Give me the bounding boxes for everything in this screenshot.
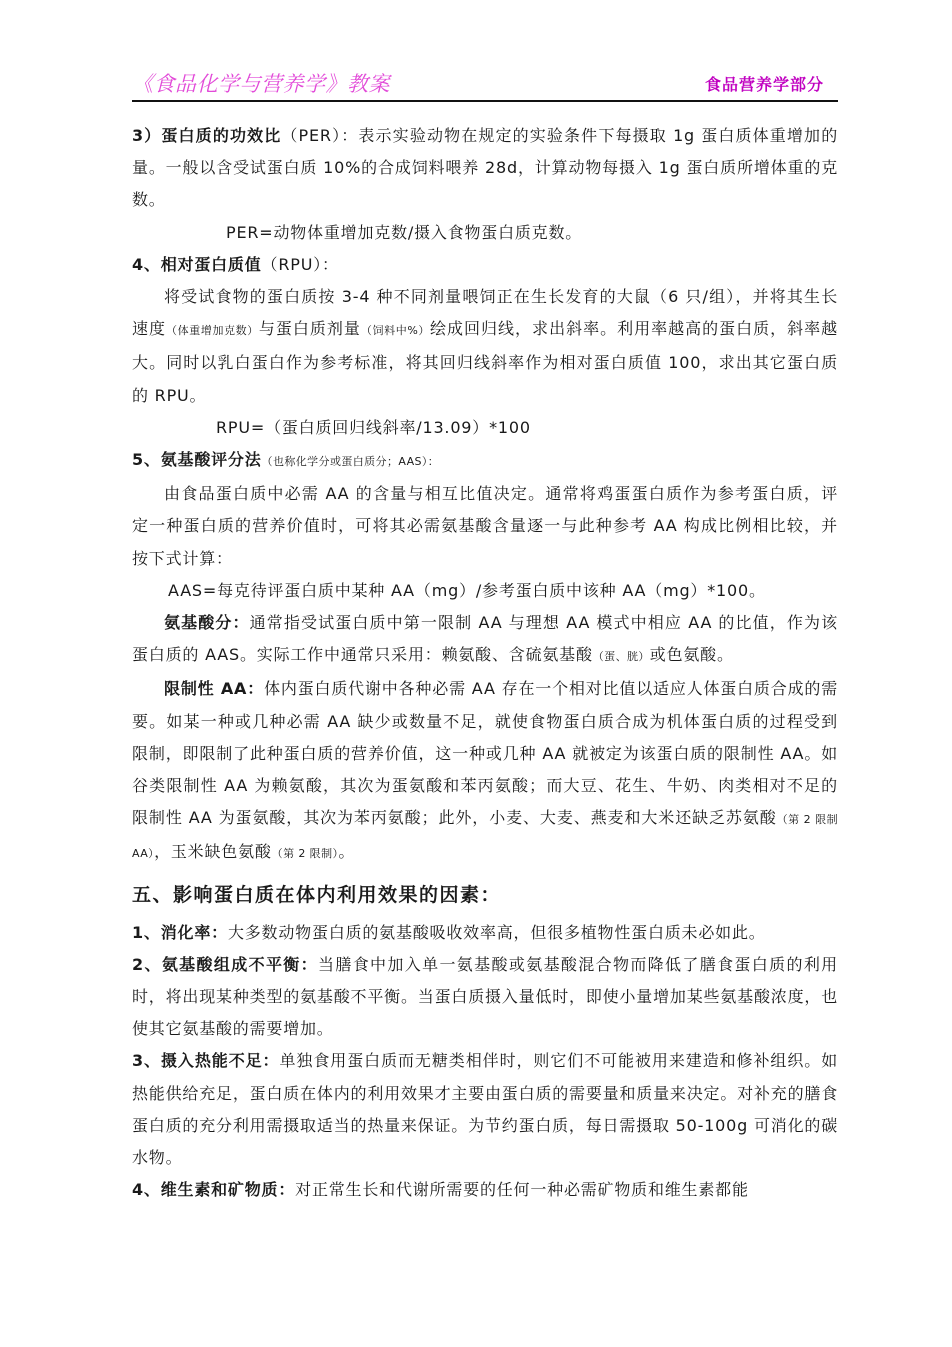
rpu-heading-line xyxy=(132,249,838,281)
limiting-aa-label: 限制性 AA： xyxy=(164,679,265,699)
aas-score-note: （蛋、胱） xyxy=(592,650,650,664)
factor-item xyxy=(132,1045,838,1174)
per-formula: PER=动物体重增加克数/摄入食物蛋白质克数。 xyxy=(226,222,583,242)
header-section-label: 食品营养学部分 xyxy=(704,75,824,94)
rpu-note-2: （饲料中%） xyxy=(360,324,431,338)
aas-heading-line xyxy=(132,444,838,478)
per-text: 表示实验动物在规定的实验条件下每摄取 1g 蛋白质体重增加的量。一般以含受试蛋白质 10%的合成饲料喂养 28d，计算动物每摄入 1g 蛋白质所增体重的克数。 xyxy=(132,126,838,210)
rpu-heading-tail: （RPU）： xyxy=(261,254,339,274)
limiting-aa-text: 体内蛋白质代谢中各种必需 AA 存在一个相对比值以适应人体蛋白质合成的需要。如某一种或几种必需 AA 缺少或数量不足，就使食物蛋白质合成为机体蛋白质的过程受到限制，即限制了此种蛋白质的营养价值，这一种或几种 AA 就被定为该蛋白质的限制性 AA。如谷类限制性 AA 为赖氨酸，其次为蛋氨酸和苯丙氨酸；而大豆、花生、牛奶、肉类相对不足的限制性 AA 为蛋氨酸，其次为苯丙氨酸；此外，小麦、大麦、燕麦和大米还缺乏苏氨酸 xyxy=(132,679,839,828)
rpu-note-1: （体重增加克数） xyxy=(166,324,259,338)
factor-text: 大多数动物蛋白质的氨基酸吸收效率高，但很多植物性蛋白质未必如此。 xyxy=(227,922,766,942)
limiting-aa-mid: ，玉米缺色氨酸 xyxy=(154,842,272,862)
limiting-aa-end: 。 xyxy=(338,842,356,862)
header-title: 《食品化学与营养学》教案 xyxy=(132,72,390,96)
aas-score-text: 通常指受试蛋白质中第一限制 AA 与理想 AA 模式中相应 AA 的比值，作为该蛋白质的 AAS。实际工作中通常只采用：赖氨酸、含硫氨基酸 xyxy=(132,613,838,665)
rpu-paragraph xyxy=(132,281,838,412)
factor-item xyxy=(132,949,838,1046)
rpu-formula: RPU=（蛋白质回归线斜率/13.09）*100 xyxy=(216,417,531,437)
factor-text: 对正常生长和代谢所需要的任何一种必需矿物质和维生素都能 xyxy=(295,1180,749,1200)
limiting-aa-paragraph xyxy=(132,673,838,870)
aas-heading-note: （也称化学分或蛋白质分；AAS）： xyxy=(261,455,440,469)
page-header xyxy=(132,66,838,102)
factor-item xyxy=(132,1174,838,1206)
aas-score-label: 氨基酸分： xyxy=(164,613,250,633)
aas-formula: AAS=每克待评蛋白质中某种 AA（mg）/参考蛋白质中该种 AA（mg）*100。 xyxy=(168,580,766,600)
factor-text: 单独食用蛋白质而无糖类相伴时，则它们不可能被用来建造和修补组织。如热能供给充足，蛋白质在体内的利用效果才主要由蛋白质的需要量和质量来决定。对补充的膳食蛋白质的充分利用需摄取适当的热量来保证。为节约蛋白质，每日需摄取 50-100g 可消化的碳水物。 xyxy=(132,1051,838,1168)
per-paragraph xyxy=(132,120,838,217)
aas-score-paragraph xyxy=(132,607,838,673)
rpu-heading: 4、相对蛋白质值 xyxy=(132,254,262,274)
factor-label: 2、氨基酸组成不平衡： xyxy=(132,954,318,974)
factor-item xyxy=(132,917,838,949)
limiting-aa-note-2: （第 2 限制） xyxy=(271,847,339,861)
factor-label: 4、维生素和矿物质： xyxy=(132,1180,296,1200)
per-heading: 3）蛋白质的功效比 xyxy=(132,126,282,145)
aas-paragraph: 由食品蛋白质中必需 AA 的含量与相互比值决定。通常将鸡蛋蛋白质作为参考蛋白质，评定一种蛋白质的营养价值时，可将其必需氨基酸含量逐一与此种参考 AA 构成比例相比较，并按下式计算： xyxy=(132,484,838,568)
rpu-text-3: 绘成回归线，求出斜率。利用率越高的蛋白质，斜率越大。同时以乳白蛋白作为参考标准，将其回归线斜率作为相对蛋白质值 100，求出其它蛋白质的 RPU。 xyxy=(132,319,838,405)
per-heading-tail: （PER）： xyxy=(281,126,359,145)
factor-text: 当膳食中加入单一氨基酸或氨基酸混合物而降低了膳食蛋白质的利用时，将出现某种类型的氨基酸不平衡。当蛋白质摄入量低时，即使小量增加某些氨基酸浓度，也使其它氨基酸的需要增加。 xyxy=(132,954,838,1039)
factor-label: 1、消化率： xyxy=(132,922,228,942)
factor-label: 3、摄入热能不足： xyxy=(132,1051,280,1071)
aas-heading: 5、氨基酸评分法 xyxy=(132,450,262,470)
rpu-text-2: 与蛋白质剂量 xyxy=(258,319,361,339)
page-content xyxy=(132,120,838,1207)
aas-score-end: 或色氨酸。 xyxy=(649,645,734,665)
section-5-heading: 五、影响蛋白质在体内利用效果的因素： xyxy=(132,883,502,906)
limiting-aa-note-1: （第 2 限制 AA） xyxy=(132,813,838,861)
rpu-text-1: 将受试食物的蛋白质按 3-4 种不同剂量喂饲正在生长发育的大鼠（6 只/组），并将其生长速度 xyxy=(132,287,838,339)
